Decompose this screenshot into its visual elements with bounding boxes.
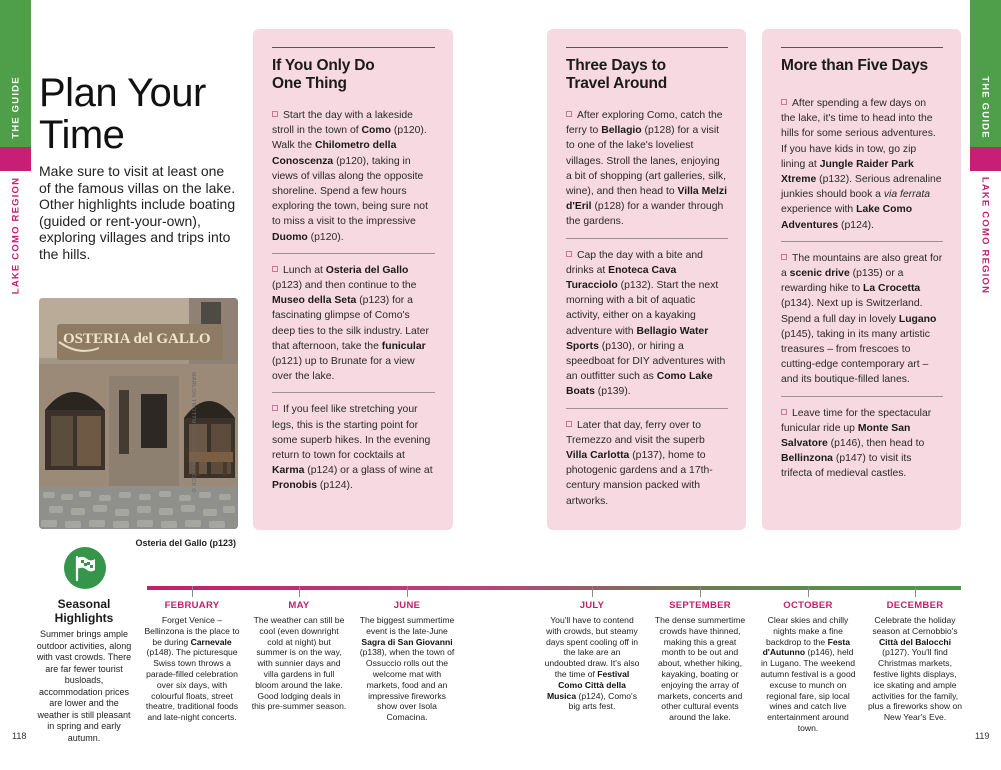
card-rule — [272, 47, 435, 48]
month-july: JULY — [579, 600, 605, 611]
card-paragraph: If you feel like stretching your legs, this is the starting point for some superb hikes. In the evening return to town for cocktails at Karma (p124) or a glass of wine at Pronobis (p124). — [272, 404, 433, 492]
timeline-tick — [192, 586, 193, 597]
bullet-icon — [272, 266, 278, 272]
bullet-icon — [566, 111, 572, 117]
osteria-photo — [39, 298, 238, 529]
month-october-text: Clear skies and chilly nights make a fine backdrop to the Festa d'Autunno (p146), held in Lugano. The weekend autumn festival is a good excuse to munch on regional fare, sip local wines and catch live entertainment around town. — [760, 615, 856, 733]
bullet-icon — [272, 111, 278, 117]
photo-credit: MARLON TROTTMANN/SHUTTERSTOCK © — [190, 372, 196, 493]
card-paragraph: Start the day with a lakeside stroll in the town of Como (p120). Walk the Chilometro della Conoscenza (p120), taking in views of villas along the opposite shoreline. Spend a few hours exploring the town, being sure not to miss a visit to the impressive Duomo (p120). — [272, 110, 428, 243]
side-tab-accent-left — [0, 147, 31, 171]
month-may: MAY — [288, 600, 310, 611]
osteria-photo-illustration — [39, 298, 238, 529]
sign-lettering: OSTERIA del GALLO — [63, 331, 211, 347]
seasonal-title: Seasonal Highlights — [54, 597, 114, 625]
month-september: SEPTEMBER — [669, 600, 731, 611]
card-paragraph: Later that day, ferry over to Tremezzo and visit the superb Villa Carlotta (p137), home to photogenic gardens and a 17th-century mansion packed with artworks. — [566, 419, 713, 507]
card-divider — [566, 238, 728, 239]
bullet-icon — [781, 409, 787, 415]
card-rule — [566, 47, 728, 48]
side-region-label: LAKE COMO REGION — [10, 176, 22, 295]
card-paragraph: Cap the day with a bite and drinks at Enoteca Cava Turacciolo (p132). Start the next morning with a bit of aquatic activity, either on a kayaking adventure with Bellagio Water Sports (p130), or hiring a speedboat for DIY adventures with an outfitter such as Como Lake Boats (p139). — [566, 249, 726, 398]
timeline-tick — [808, 586, 809, 597]
intro-text: Make sure to visit at least one of the famous villas on the lake. Other highlights include boating (guided or rent-your-own), exploring villages and trips into the hills. — [39, 163, 236, 262]
side-region-label: LAKE COMO REGION — [979, 176, 991, 295]
timeline-tick — [407, 586, 408, 597]
page-title: Plan Your Time — [39, 71, 206, 157]
timeline-tick — [299, 586, 300, 597]
side-tab-accent-right — [970, 147, 1001, 171]
month-september-text: The dense summertime crowds have thinned, making this a great month to be out and about, whether hiking, kayaking, boating or enjoying the array of markets, concerts and other cultural events around the lake. — [654, 615, 746, 723]
side-tab-label: THE GUIDE — [979, 76, 991, 139]
card-paragraph: The mountains are also great for a scenic drive (p135) or a rewarding hike to La Crocetta (p134). Next up is Switzerland. Spend a full day in lovely Lugano (p145), taking in its many artistic treasures – from frescoes to cutting-edge contemporary art – and its boutique-filled lanes. — [781, 252, 943, 386]
bullet-icon — [272, 405, 278, 411]
month-may-text: The weather can still be cool (even downright cold at night) but summer is on the way, with sunnier days and villa gardens in full bloom around the lake. Good lodging deals in this pre-summer season. — [251, 615, 347, 712]
month-october: OCTOBER — [783, 600, 833, 611]
card-divider — [781, 241, 943, 242]
timeline-tick — [700, 586, 701, 597]
card-five-days — [762, 29, 961, 530]
timeline-tick — [915, 586, 916, 597]
seasonal-intro: Summer brings ample outdoor activities, along with vast crowds. There are far fewer tourist busloads, accommodation prices are lower and the weather is still pleasant in spring and early autumn. — [36, 629, 132, 743]
season-timeline — [147, 586, 961, 590]
card-title: If You Only Do One Thing — [272, 57, 375, 92]
flag-icon — [64, 547, 106, 589]
card-title: Three Days to Travel Around — [566, 57, 668, 92]
bullet-icon — [781, 254, 787, 260]
card-paragraph: Lunch at Osteria del Gallo (p123) and then continue to the Museo della Seta (p123) for a fascinating glimpse of Como's deep ties to the silk industry. Later that afternoon, take the funicular (p121) up to Brunate for a view over the lake. — [272, 264, 429, 383]
page-number-left: 118 — [12, 731, 27, 741]
card-divider — [566, 408, 728, 409]
photo-caption: Osteria del Gallo (p123) — [135, 538, 236, 548]
card-divider — [272, 392, 435, 393]
card-paragraph: After exploring Como, catch the ferry to Bellagio (p128) for a visit to one of the lake's loveliest villages. Stroll the lanes, enjoying a bit of shopping (art galleries, silk, wine), and then head to Villa Melzi d'Eril (p128) for a wander through the gardens. — [566, 110, 727, 228]
bullet-icon — [566, 251, 572, 257]
side-tab-label: THE GUIDE — [10, 76, 22, 139]
bullet-icon — [566, 421, 572, 427]
card-three-days — [547, 29, 746, 530]
month-june: JUNE — [393, 600, 421, 611]
card-rule — [781, 47, 943, 48]
bullet-icon — [781, 99, 787, 105]
card-divider — [272, 253, 435, 254]
card-paragraph: After spending a few days on the lake, it's time to head into the hills for some serious adventures. If you have kids in tow, go zip lining at Jungle Raider Park Xtreme (p132). Serious adrenaline junkies should book a via ferrata experience with Lake Como Adventures (p124). — [781, 98, 942, 231]
month-july-text: You'll have to contend with crowds, but steamy days spent cooling off in the lake are an undoubted draw. It's also the time of Festival Como Città della Musica (p124), Como's big arts fest. — [544, 615, 640, 712]
month-december: DECEMBER — [886, 600, 944, 611]
card-title: More than Five Days — [781, 57, 928, 74]
month-february: FEBRUARY — [164, 600, 220, 611]
card-divider — [781, 396, 943, 397]
card-one-thing — [253, 29, 453, 530]
month-february-text: Forget Venice – Bellinzona is the place to be during Carnevale (p148). The picturesque Swiss town throws a parade-filled celebration over six days, with colourful floats, street theatre, traditional foods and late-night concerts. — [144, 615, 240, 723]
month-june-text: The biggest summertime event is the late-June Sagra di San Giovanni (p138), when the town of Ossuccio rolls out the welcome mat with markets, food and an impressive fireworks show over Isola Comacina. — [359, 615, 455, 723]
month-december-text: Celebrate the holiday season at Cernobbio's Città del Balocchi (p127). You'll find Christmas markets, festive lights displays, ice skating and ample activities for the family, plus a fireworks show on New Year's Eve. — [867, 615, 963, 723]
card-paragraph: Leave time for the spectacular funicular ride up Monte San Salvatore (p146), then head to Bellinzona (p147) to visit its trifecta of medieval castles. — [781, 407, 932, 480]
page-number-right: 119 — [975, 731, 990, 741]
timeline-tick — [592, 586, 593, 597]
